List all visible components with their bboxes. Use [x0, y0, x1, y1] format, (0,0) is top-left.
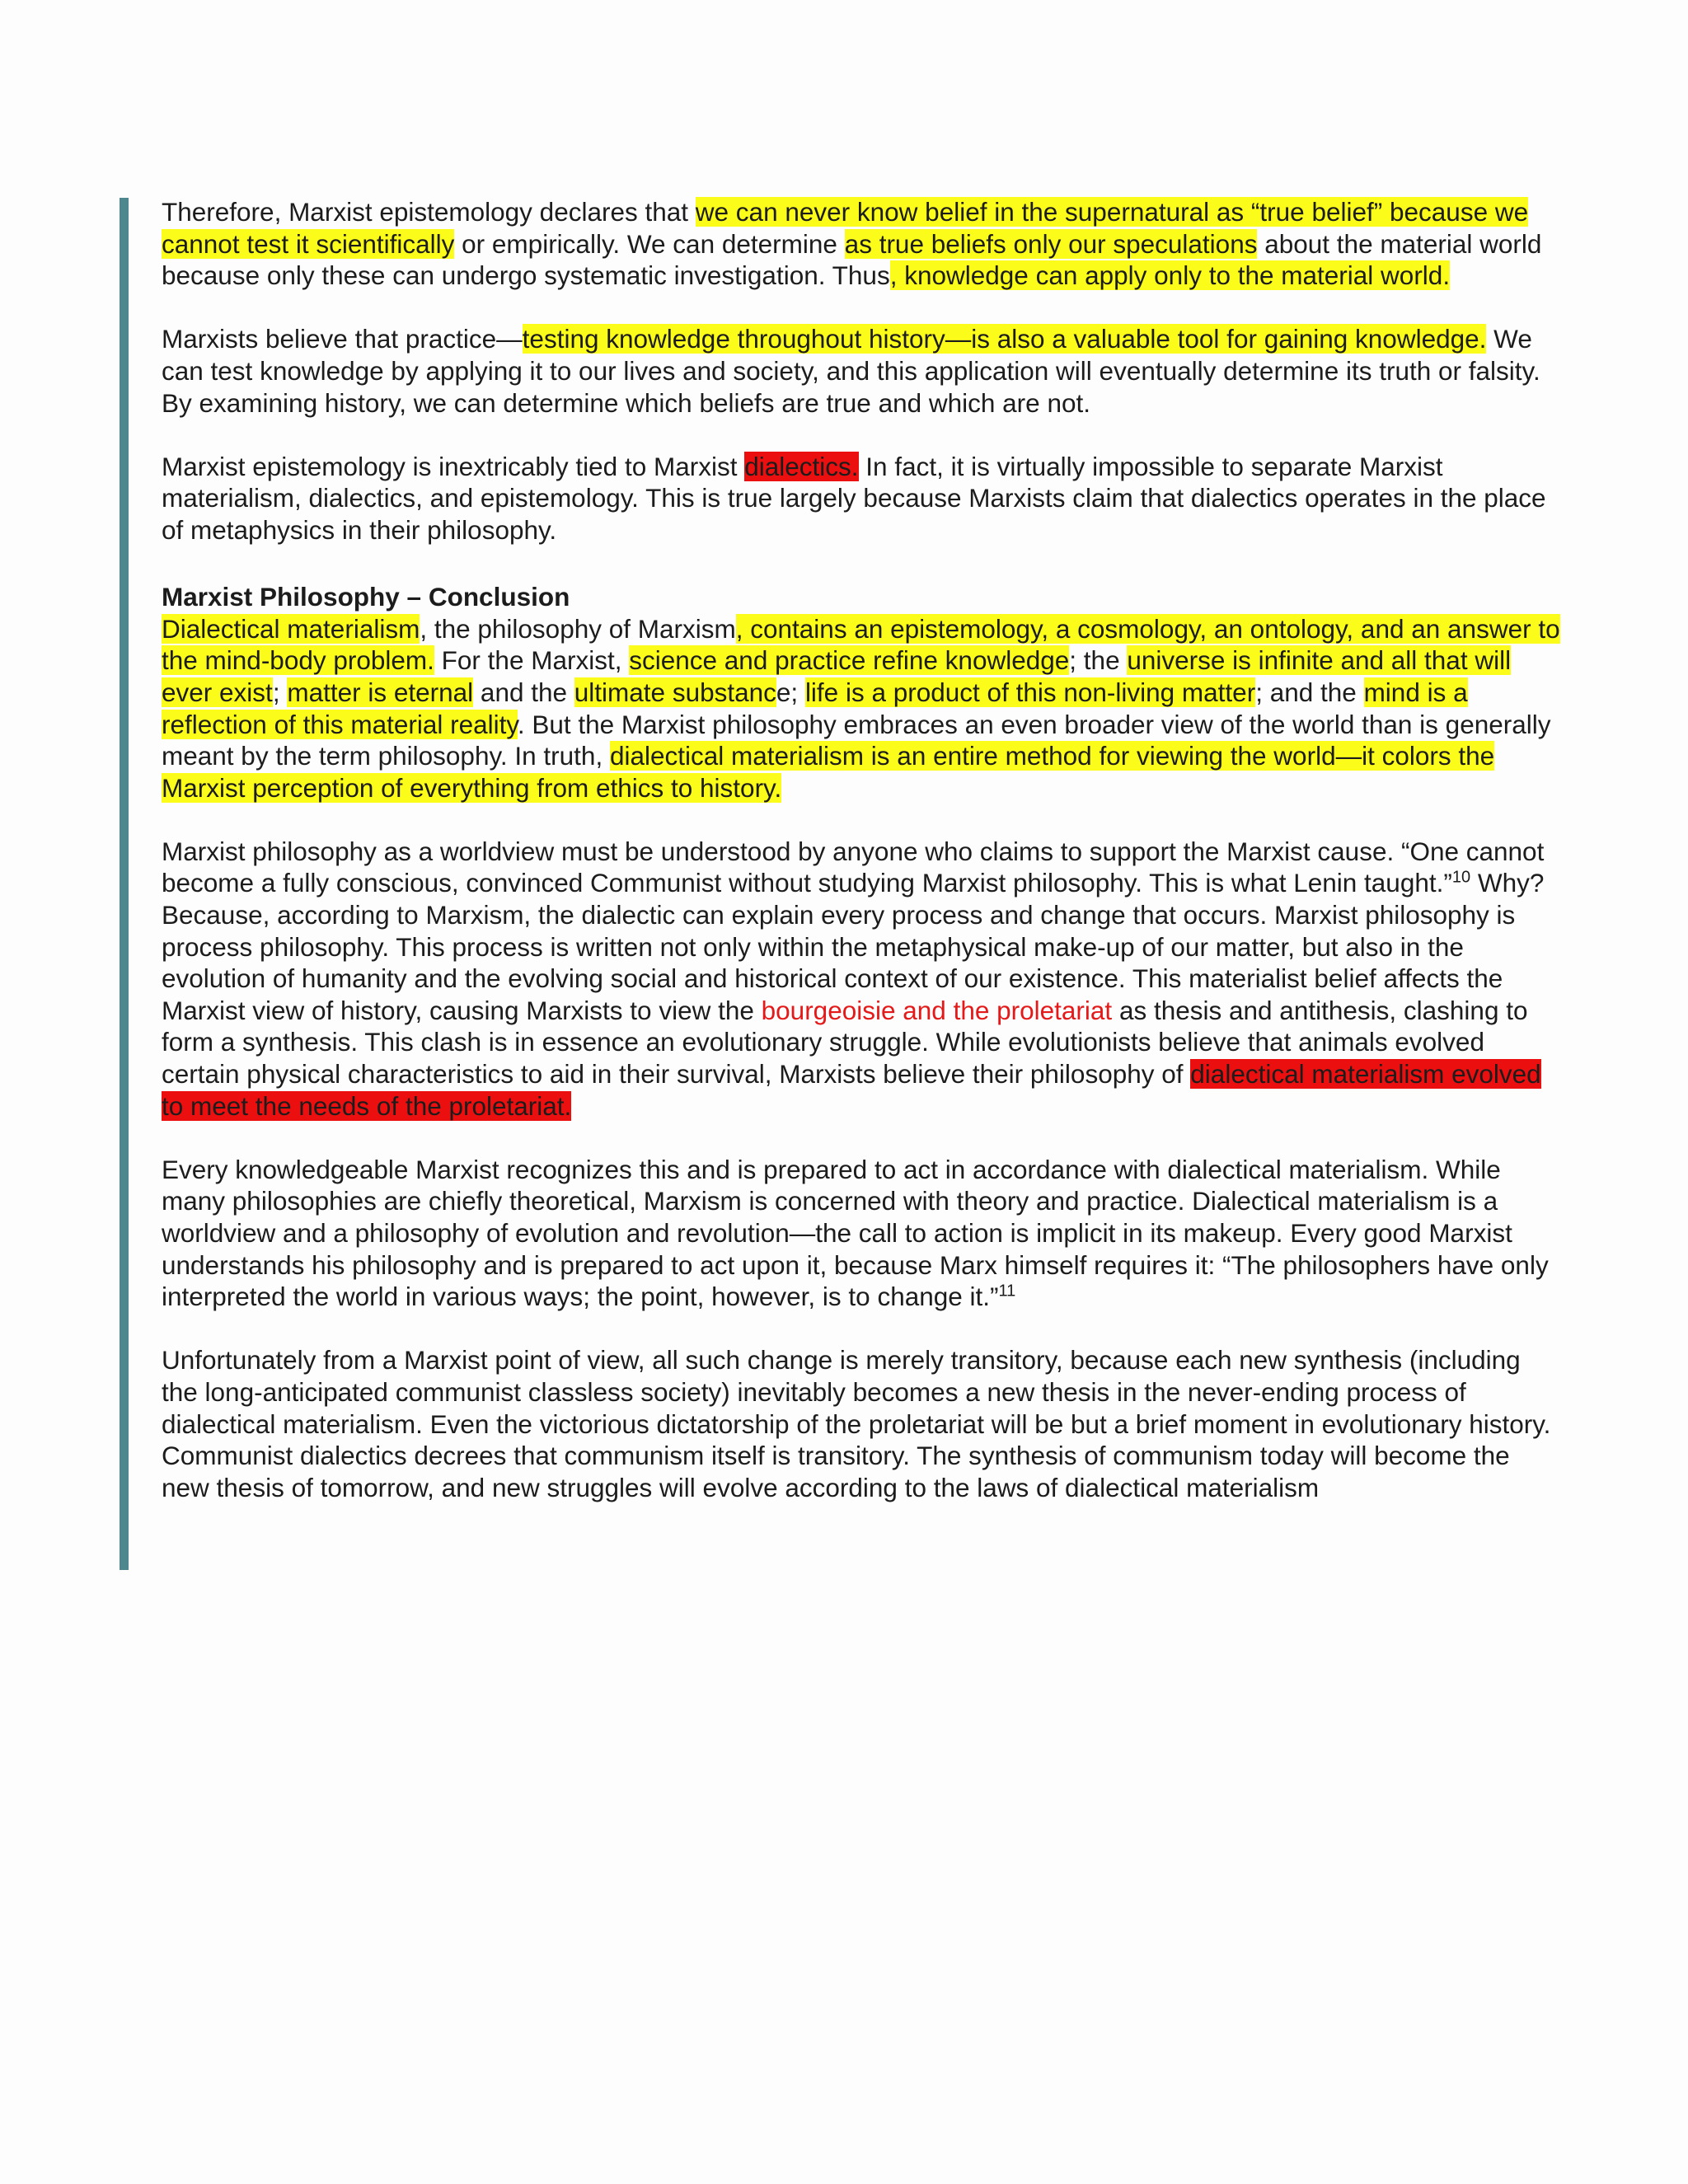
- text-run: or empirically. We can determine: [454, 228, 845, 259]
- text-run: We can test knowledge by applying it to our lives and society, and this application will eventually determine its truth or falsity. By examining history, we can determine which beliefs are true and which are not.: [162, 324, 1540, 418]
- text-run: Therefore, Marxist epistemology declares that: [162, 197, 696, 227]
- document-body: [162, 196, 1563, 1535]
- text-run: For the Marxist,: [434, 645, 630, 676]
- yellow-highlight: universe is infinite and all that will ever exist: [162, 645, 1512, 707]
- text-run: Unfortunately from a Marxist point of view, all such change is merely transitory, because each new synthesis (including the long-anticipated communist classless society) inevitably becomes a new thesis in the never-ending process of dialectical materialism. Even the victorious dictatorship of the proletariat will be but a brief moment in evolutionary history. Communist dialectics decrees that communism itself is transitory. The synthesis of communism today will become the new thesis of tomorrow, and new struggles will evolve according to the laws of dialectical materialism: [162, 1345, 1551, 1502]
- paragraph-transitory: [162, 1344, 1563, 1503]
- yellow-highlight: science and practice refine knowledge: [629, 645, 1070, 676]
- text-run: Marxists believe that practice—: [162, 324, 523, 354]
- yellow-highlight: we can never know belief in the supernatural as “true belief” because we cannot test it scientifically: [162, 197, 1529, 259]
- yellow-highlight: life is a product of this non-living matter: [804, 677, 1256, 707]
- text-run: about the material world because only these can undergo systematic investigation. Thus: [162, 228, 1542, 291]
- text-run: Every knowledgeable Marxist recognizes this and is prepared to act in accordance with dialectical materialism. While many philosophies are chiefly theoretical, Marxism is concerned with theory and practice. Dialectical materialism is a worldview and a philosophy of evolution and revolution—the call to action is implicit in its makeup. Every good Marxist understands his philosophy and is prepared to act upon it, because Marx himself requires it: “The philosophers have only interpreted the world in various ways; the point, however, is to change it.”: [162, 1154, 1549, 1312]
- change-bar: [120, 198, 129, 1570]
- paragraph-conclusion: [162, 613, 1563, 804]
- yellow-highlight: , knowledge can apply only to the material world.: [889, 260, 1451, 291]
- red-text: bourgeoisie and the proletariat: [761, 995, 1113, 1025]
- text-run: Why? Because, according to Marxism, the dialectic can explain every process and change that occurs. Marxist philosophy is process philosophy. This process is written not only within the metaphysical make-up of our matter, but also in the evolution of humanity and the evolving social and historical context of our existence. This materialist belief affects the Marxist view of history, causing Marxists to view the: [162, 868, 1545, 1025]
- paragraph-epistemology: [162, 196, 1563, 292]
- yellow-highlight: as true beliefs only our speculations: [844, 228, 1258, 259]
- yellow-highlight: dialectical materialism is an entire method for viewing the world—it colors the Marxist perception of everything from ethics to history.: [162, 741, 1495, 803]
- footnote-ref[interactable]: 11: [998, 1282, 1016, 1301]
- yellow-highlight: matter is eternal: [287, 677, 474, 707]
- section-heading: Marxist Philosophy – Conclusion: [162, 582, 570, 612]
- text-run: ;: [272, 677, 288, 707]
- paragraph-worldview: [162, 836, 1563, 1122]
- text-run: ; and the: [1255, 677, 1364, 707]
- text-run: ; the: [1069, 645, 1128, 676]
- text-run: , the philosophy of Marxism: [420, 613, 736, 644]
- text-run: e;: [776, 677, 805, 707]
- footnote-ref[interactable]: 10: [1451, 868, 1471, 887]
- red-highlight: dialectics.: [744, 451, 859, 481]
- yellow-highlight: mind is a reflection of this material reality: [162, 677, 1468, 739]
- paragraph-practice: [162, 323, 1563, 419]
- text-run: Marxist philosophy as a worldview must be understood by anyone who claims to support the Marxist cause. “One cannot become a fully conscious, convinced Communist without studying Marxist philosophy. This is what Lenin taught.”: [162, 836, 1545, 898]
- yellow-highlight: , contains an epistemology, a cosmology, an ontology, and an answer to the mind-body problem.: [162, 613, 1560, 676]
- paragraph-action: [162, 1154, 1563, 1313]
- yellow-highlight: Dialectical materialism: [162, 613, 420, 644]
- text-run: In fact, it is virtually impossible to separate Marxist materialism, dialectics, and epistemology. This is true largely because Marxists claim that dialectics operates in the place of metaphysics in their philosophy.: [162, 451, 1546, 545]
- text-run: and the: [473, 677, 574, 707]
- text-run: Marxist epistemology is inextricably tied to Marxist: [162, 451, 745, 481]
- text-run: . But the Marxist philosophy embraces an even broader view of the world than is generally meant by the term philosophy. In truth,: [162, 709, 1551, 771]
- yellow-highlight: testing knowledge throughout history—is also a valuable tool for gaining knowledge.: [522, 324, 1487, 354]
- red-highlight: dialectical materialism evolved to meet the needs of the proletariat.: [162, 1059, 1541, 1121]
- text-run: as thesis and antithesis, clashing to form a synthesis. This clash is in essence an evolutionary struggle. While evolutionists believe that animals evolved certain physical characteristics to aid in their survival, Marxists believe their philosophy of: [162, 995, 1528, 1090]
- yellow-highlight: ultimate substanc: [574, 677, 776, 707]
- paragraph-dialectics: [162, 451, 1563, 546]
